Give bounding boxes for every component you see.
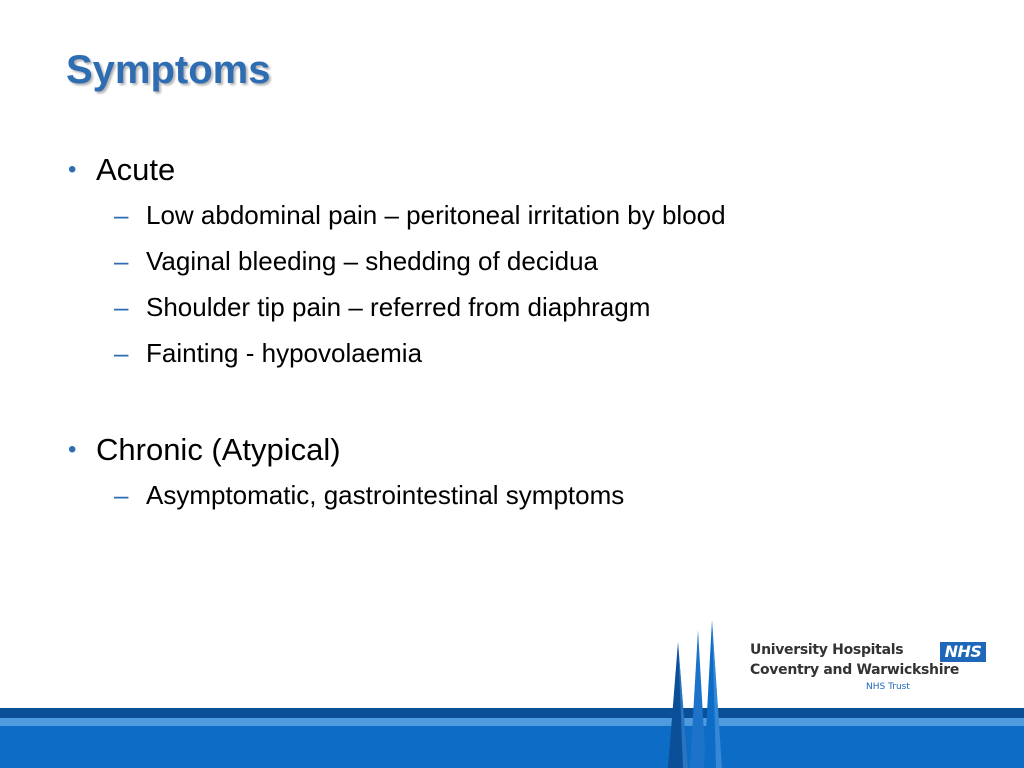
list-item	[68, 472, 948, 518]
cathedral-spires-icon	[650, 620, 750, 768]
list-item	[68, 192, 948, 238]
footer-band	[0, 708, 1024, 768]
acute-items	[68, 192, 948, 376]
item-text: Shoulder tip pain – referred from diaphragm	[146, 292, 651, 322]
section-label: Chronic (Atypical)	[96, 432, 341, 467]
bullet-list	[68, 150, 948, 518]
list-item	[68, 284, 948, 330]
list-item	[68, 330, 948, 376]
list-item	[68, 238, 948, 284]
dash-icon: –	[114, 200, 129, 230]
dash-icon: –	[114, 246, 129, 276]
section-spacer	[68, 376, 948, 430]
chronic-items	[68, 472, 948, 518]
org-name-line3: NHS Trust	[866, 682, 910, 692]
bullet-icon: •	[68, 156, 77, 183]
footer-stripe-dark	[0, 708, 1024, 718]
item-text: Fainting - hypovolaemia	[146, 338, 423, 368]
org-name-line2: Coventry and Warwickshire	[750, 662, 960, 678]
footer-stripe-light	[0, 718, 1024, 726]
footer-stripe-main	[0, 726, 1024, 768]
section-acute	[68, 150, 948, 190]
org-name-line1: University Hospitals	[750, 642, 904, 658]
dash-icon: –	[114, 292, 129, 322]
section-label: Acute	[96, 152, 176, 187]
item-text: Low abdominal pain – peritoneal irritation by blood	[146, 200, 726, 230]
section-chronic	[68, 430, 948, 470]
nhs-badge: NHS	[940, 642, 986, 662]
trust-logo	[740, 640, 1000, 700]
bullet-icon: •	[68, 436, 77, 463]
item-text: Vaginal bleeding – shedding of decidua	[146, 246, 598, 276]
dash-icon: –	[114, 480, 129, 510]
dash-icon: –	[114, 338, 129, 368]
slide-title: Symptoms	[66, 48, 271, 92]
item-text: Asymptomatic, gastrointestinal symptoms	[146, 480, 625, 510]
